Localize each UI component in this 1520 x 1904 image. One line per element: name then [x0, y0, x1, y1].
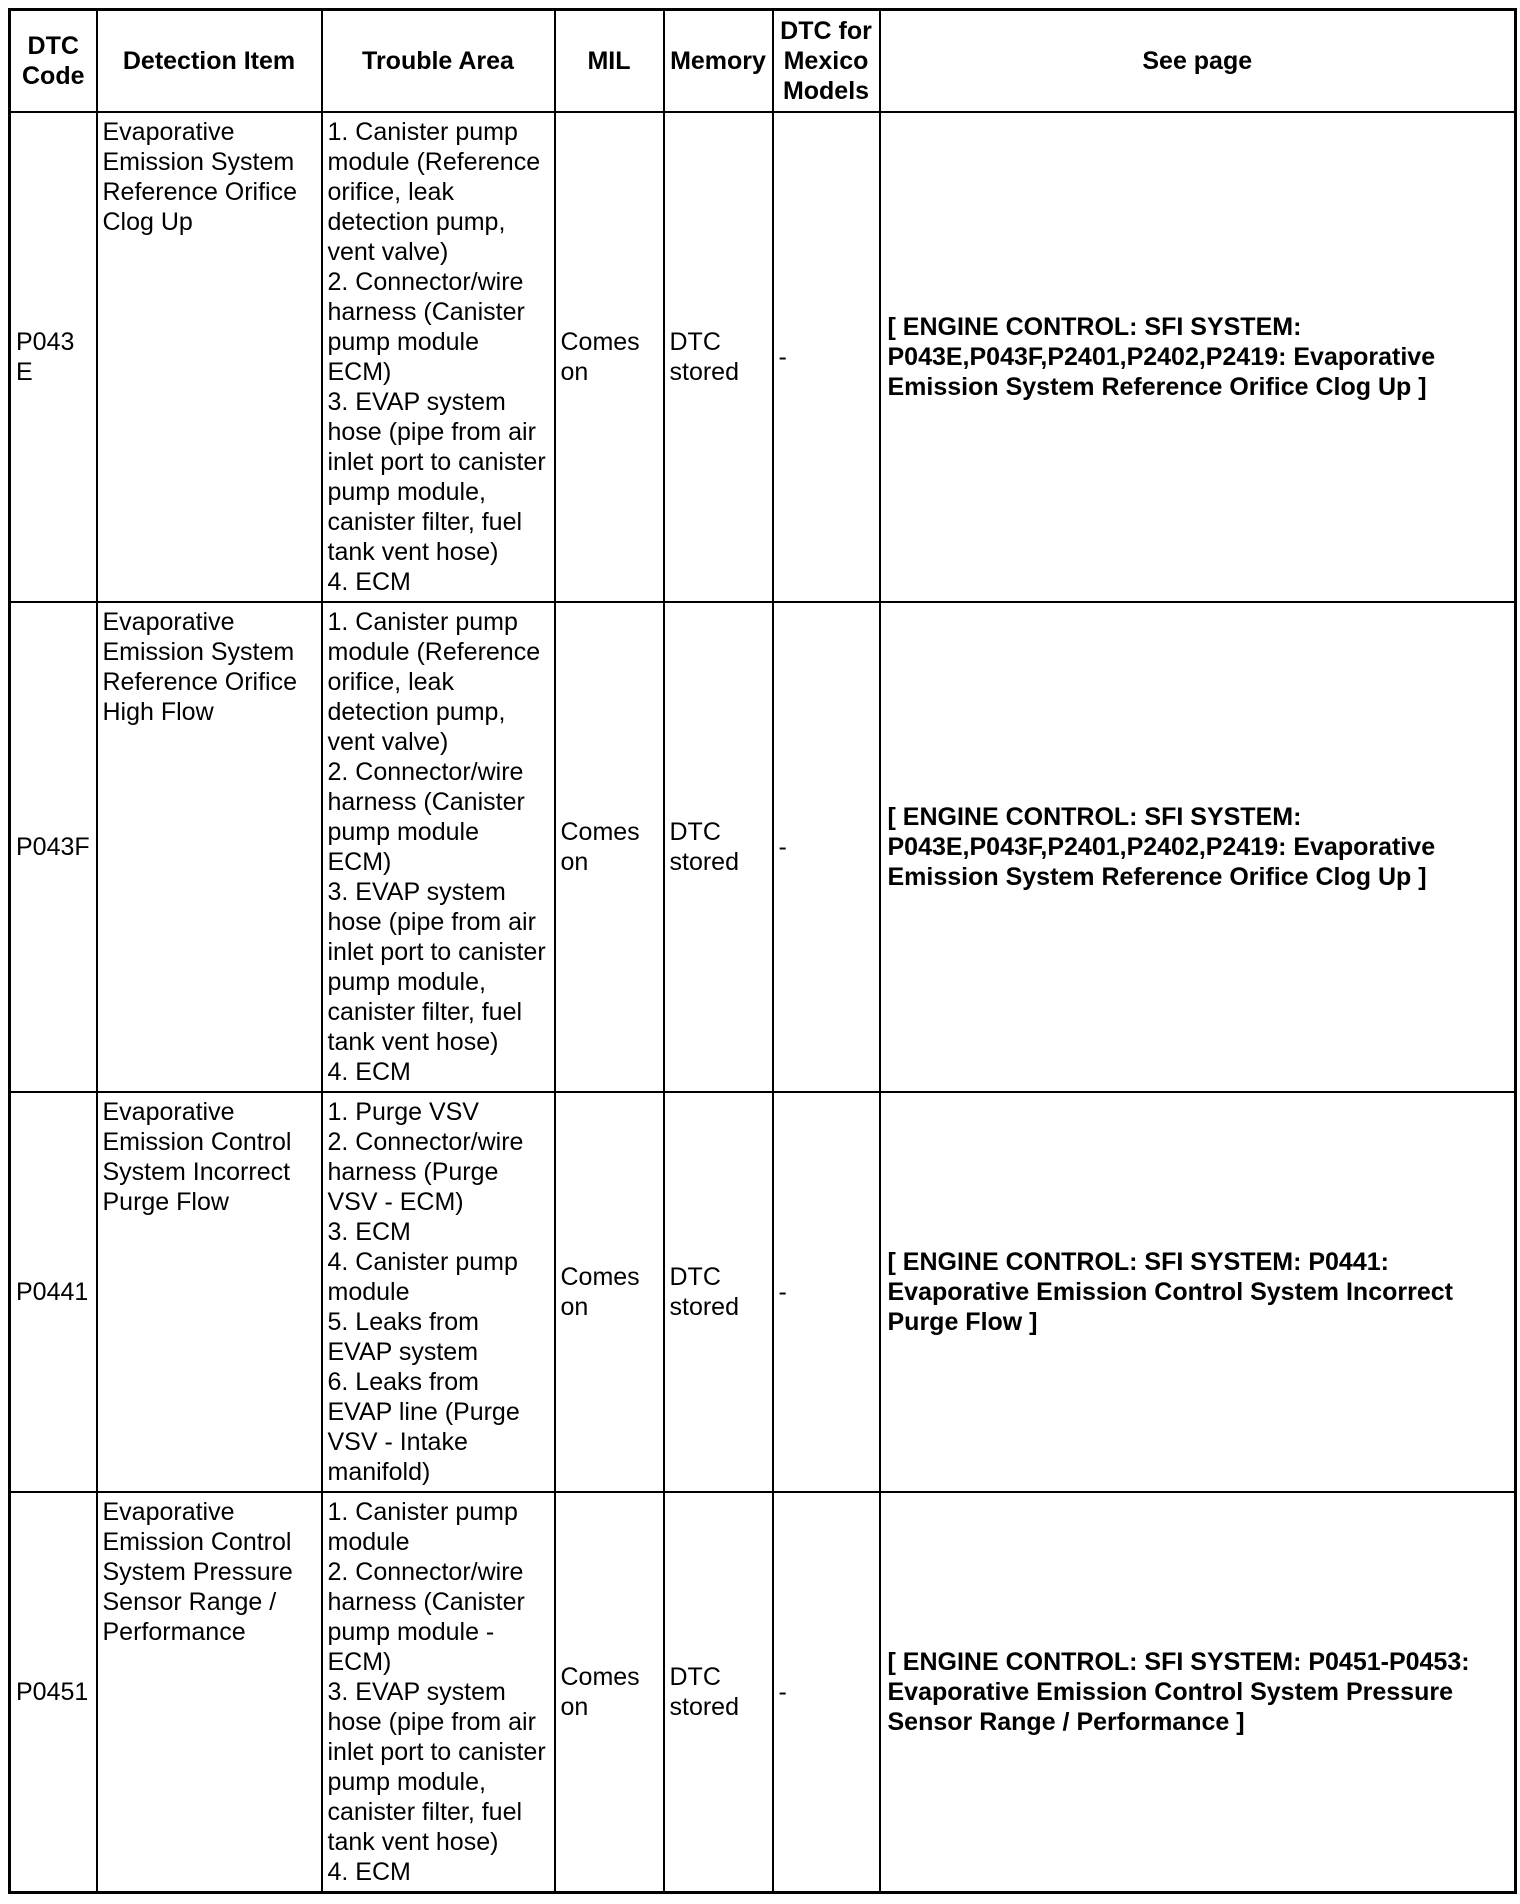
header-row [10, 10, 1516, 113]
trouble-item: 2. Connector/wire harness (Canister pump module - ECM) [327, 1558, 525, 1676]
header-mexico-line1: DTC for [780, 17, 872, 45]
header-dtc-mexico [773, 10, 880, 113]
header-trouble-area: Trouble Area [322, 10, 555, 113]
trouble-item: 2. Connector/wire harness (Canister pump module ECM) [327, 268, 525, 386]
see-page-link[interactable]: [ ENGINE CONTROL: SFI SYSTEM: P043E,P043F,P2401,P2402,P2419: Evaporative Emission System Reference Orifice Clog Up ] [880, 602, 1516, 1092]
trouble-item: 4. Canister pump module [327, 1248, 518, 1306]
table-row [10, 1492, 1516, 1893]
cell-trouble-area [322, 602, 555, 1092]
header-mexico-line2: Mexico [783, 47, 869, 75]
header-mexico-line3: Models [782, 77, 870, 105]
cell-mil: Comes on [555, 602, 664, 1092]
dtc-table [8, 8, 1517, 1894]
cell-mil: Comes on [555, 1092, 664, 1492]
trouble-item: 4. ECM [327, 568, 411, 596]
trouble-item: 3. EVAP system hose (pipe from air inlet port to canister pump module, canister filter, fuel tank vent hose) [327, 388, 546, 566]
cell-memory: DTC stored [664, 602, 773, 1092]
trouble-item: 2. Connector/wire harness (Canister pump module ECM) [327, 758, 525, 876]
dtc-table-container [8, 8, 1514, 1894]
cell-dtc-code: P0441 [10, 1092, 97, 1492]
header-memory: Memory [664, 10, 773, 113]
trouble-item: 5. Leaks from EVAP system [327, 1308, 479, 1366]
table-row [10, 1092, 1516, 1492]
header-dtc-code-line2: Code [22, 62, 85, 90]
cell-dtc-code: P0451 [10, 1492, 97, 1893]
cell-detection-item: Evaporative Emission System Reference Orifice High Flow [97, 602, 322, 1092]
cell-mil: Comes on [555, 1492, 664, 1893]
cell-dtc-code: P043E [10, 112, 97, 602]
header-dtc-code-line1: DTC [27, 32, 79, 60]
cell-dtc-mexico: - [773, 1492, 880, 1893]
cell-detection-item: Evaporative Emission System Reference Orifice Clog Up [97, 112, 322, 602]
cell-mil: Comes on [555, 112, 664, 602]
cell-trouble-area [322, 1492, 555, 1893]
trouble-item: 1. Canister pump module (Reference orifice, leak detection pump, vent valve) [327, 118, 541, 266]
cell-dtc-code: P043F [10, 602, 97, 1092]
header-detection-item: Detection Item [97, 10, 322, 113]
cell-memory: DTC stored [664, 1492, 773, 1893]
cell-dtc-mexico: - [773, 112, 880, 602]
cell-detection-item: Evaporative Emission Control System Incorrect Purge Flow [97, 1092, 322, 1492]
see-page-link[interactable]: [ ENGINE CONTROL: SFI SYSTEM: P0451-P0453: Evaporative Emission Control System Pressure Sensor Range / Performance ] [880, 1492, 1516, 1893]
trouble-item: 4. ECM [327, 1858, 411, 1886]
trouble-item: 1. Canister pump module (Reference orifice, leak detection pump, vent valve) [327, 608, 541, 756]
cell-detection-item: Evaporative Emission Control System Pressure Sensor Range / Performance [97, 1492, 322, 1893]
table-row [10, 112, 1516, 602]
trouble-item: 1. Purge VSV [327, 1098, 479, 1126]
trouble-item: 3. EVAP system hose (pipe from air inlet port to canister pump module, canister filter, fuel tank vent hose) [327, 1678, 546, 1856]
cell-memory: DTC stored [664, 1092, 773, 1492]
table-row [10, 602, 1516, 1092]
see-page-link[interactable]: [ ENGINE CONTROL: SFI SYSTEM: P043E,P043F,P2401,P2402,P2419: Evaporative Emission System Reference Orifice Clog Up ] [880, 112, 1516, 602]
cell-trouble-area [322, 1092, 555, 1492]
cell-dtc-mexico: - [773, 1092, 880, 1492]
trouble-item: 4. ECM [327, 1058, 411, 1086]
trouble-item: 6. Leaks from EVAP line (Purge VSV - Intake manifold) [327, 1368, 520, 1486]
header-mil: MIL [555, 10, 664, 113]
trouble-item: 2. Connector/wire harness (Purge VSV - ECM) [327, 1128, 524, 1216]
header-dtc-code [10, 10, 97, 113]
cell-memory: DTC stored [664, 112, 773, 602]
trouble-item: 3. EVAP system hose (pipe from air inlet port to canister pump module, canister filter, fuel tank vent hose) [327, 878, 546, 1056]
header-see-page: See page [880, 10, 1516, 113]
cell-dtc-mexico: - [773, 602, 880, 1092]
trouble-item: 3. ECM [327, 1218, 411, 1246]
trouble-item: 1. Canister pump module [327, 1498, 518, 1556]
cell-trouble-area [322, 112, 555, 602]
see-page-link[interactable]: [ ENGINE CONTROL: SFI SYSTEM: P0441: Evaporative Emission Control System Incorrect Purge Flow ] [880, 1092, 1516, 1492]
